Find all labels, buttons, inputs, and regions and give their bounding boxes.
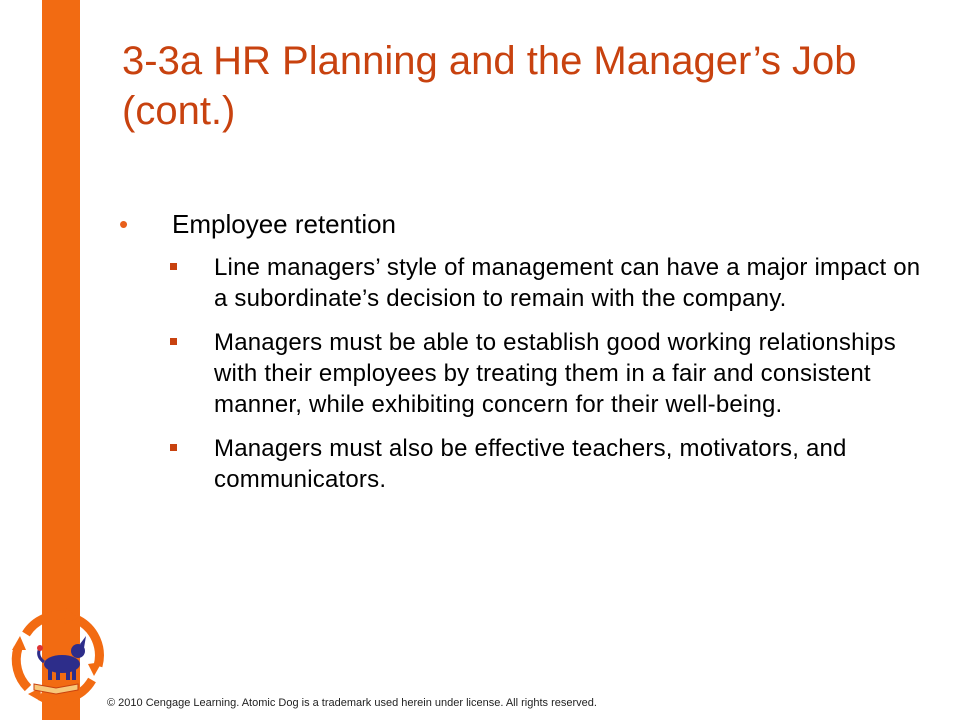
bullet-employee-retention xyxy=(112,206,932,242)
atomic-dog-logo-icon xyxy=(6,604,110,708)
square-bullet-icon xyxy=(170,444,177,451)
slide-title: 3-3a HR Planning and the Manager’s Job (cont.) xyxy=(122,39,857,133)
sub-bullet-text: Managers must be able to establish good working relationships with their employees by treating them in a fair and consistent manner, while exhibiting concern for their well-being. xyxy=(214,329,896,418)
sub-bullet-item xyxy=(112,433,932,495)
square-bullet-icon xyxy=(170,338,177,345)
sub-bullet-text: Line managers’ style of management can have a major impact on a subordinate’s decision to remain with the company. xyxy=(214,254,921,312)
sub-bullet-list xyxy=(112,252,932,495)
bullet-dot-icon: • xyxy=(119,209,129,239)
slide-content xyxy=(112,206,932,508)
square-bullet-icon xyxy=(170,263,177,270)
sub-bullet-item xyxy=(112,252,932,314)
sub-bullet-item xyxy=(112,327,932,420)
sub-bullet-text: Managers must also be effective teachers, motivators, and communicators. xyxy=(214,435,847,493)
copyright-footer: © 2010 Cengage Learning. Atomic Dog is a trademark used herein under license. All rights reserved. xyxy=(107,697,597,709)
bullet-text: Employee retention xyxy=(172,209,397,239)
